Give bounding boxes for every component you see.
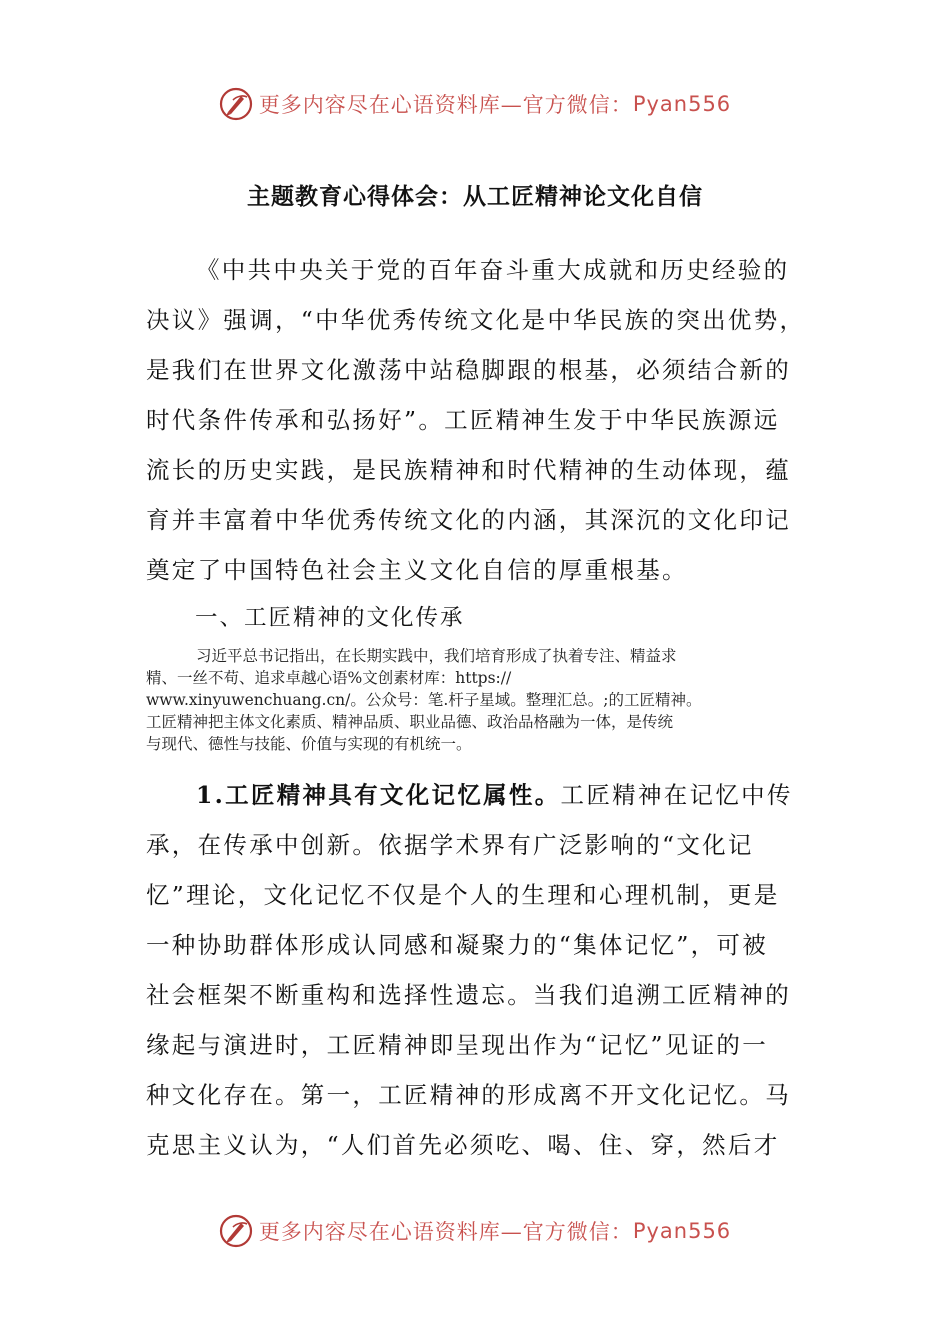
text-line: 流长的历史实践，是民族精神和时代精神的生动体现，蕴 xyxy=(146,456,791,484)
banner-text: 更多内容尽在心语资料库—官方微信： xyxy=(258,93,633,117)
pen-logo-icon xyxy=(219,1214,253,1248)
small-paragraph xyxy=(146,645,806,755)
text-line: 工匠精神把主体文化素质、精神品质、职业品德、政治品格融为一体，是传统 xyxy=(146,713,674,731)
text-line: www.xinyuwenchuang.cn/。公众号：笔.杆子星域。整理汇总。;的工匠精神。 xyxy=(146,691,702,709)
text-line: 缘起与演进时，工匠精神即呈现出作为“记忆”见证的一 xyxy=(146,1031,769,1059)
text-line: 与现代、德性与技能、价值与实现的有机统一。 xyxy=(146,735,472,753)
intro-paragraph xyxy=(146,245,806,595)
document-title: 主题教育心得体会：从工匠精神论文化自信 xyxy=(247,183,703,210)
text-line: 育并丰富着中华优秀传统文化的内涵，其深沉的文化印记 xyxy=(146,506,791,534)
text-line: 承，在传承中创新。依据学术界有广泛影响的“文化记 xyxy=(146,831,754,859)
pen-logo-icon xyxy=(219,87,253,121)
text-line: 奠定了中国特色社会主义文化自信的厚重根基。 xyxy=(146,556,688,584)
banner-text: 更多内容尽在心语资料库—官方微信： xyxy=(258,1220,633,1244)
text-line: 习近平总书记指出，在长期实践中，我们培育形成了执着专注、精益求 xyxy=(196,647,677,665)
text-line: 是我们在世界文化激荡中站稳脚跟的根基，必须结合新的 xyxy=(146,356,791,384)
banner-wechat-id: Pyan556 xyxy=(632,92,732,116)
point1-lead: 1.工匠精神具有文化记忆属性。 xyxy=(196,781,561,809)
point1-first-line: 工匠精神在记忆中传 xyxy=(560,781,793,809)
text-line: 忆”理论，文化记忆不仅是个人的生理和心理机制，更是 xyxy=(146,881,780,909)
text-line: 一种协助群体形成认同感和凝聚力的“集体记忆”，可被 xyxy=(146,931,769,959)
banner-wechat-id: Pyan556 xyxy=(632,1219,732,1243)
text-line: 《中共中央关于党的百年奋斗重大成就和历史经验的 xyxy=(196,256,790,284)
text-line xyxy=(146,770,806,820)
text-line: 精、一丝不苟、追求卓越心语%文创素材库：https:// xyxy=(146,669,512,687)
text-line: 社会框架不断重构和选择性遗忘。当我们追溯工匠精神的 xyxy=(146,981,791,1009)
text-line: 决议》强调，“中华优秀传统文化是中华民族的突出优势， xyxy=(146,306,806,334)
text-line: 克思主义认为，“人们首先必须吃、喝、住、穿，然后才 xyxy=(146,1131,780,1159)
header-watermark-banner xyxy=(0,84,950,124)
text-line: 时代条件传承和弘扬好”。工匠精神生发于中华民族源远 xyxy=(146,406,780,434)
text-line: 种文化存在。第一，工匠精神的形成离不开文化记忆。马 xyxy=(146,1081,791,1109)
point1-paragraph xyxy=(146,770,806,1170)
section-heading: 一、工匠精神的文化传承 xyxy=(195,605,465,631)
footer-watermark-banner xyxy=(0,1211,950,1251)
